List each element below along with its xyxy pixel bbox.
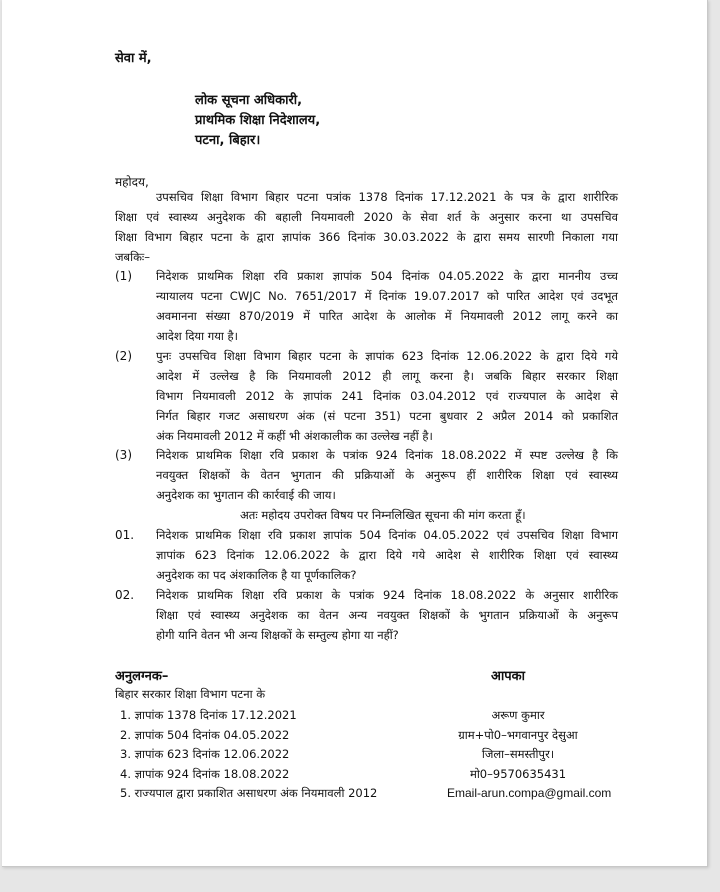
point-1-line-2: न्यायालय पटना CWJC No. 7651/2017 में दिनांक 19.07.2017 को पारित आदेश एवं उदभूत: [156, 289, 618, 303]
point-3-number: (3): [115, 448, 132, 462]
point-1-line-4: आदेश दिया गया है।: [156, 329, 238, 343]
point-1-line-3: अवमानना संख्या 870/2019 में पारित आदेश के आलोक में नियमावली 2012 लागू करने का: [156, 309, 618, 323]
signature-closing: आपका: [490, 669, 526, 684]
addressee-line-1: लोक सूचना अधिकारी,: [195, 93, 303, 108]
request-line: अतः महोदय उपरोक्त विषय पर निम्नलिखित सूचना की मांग करता हूँ।: [240, 508, 526, 522]
intro-line-4: जबकिः–: [115, 250, 150, 264]
signature-email: Email-arun.compa@gmail.com: [447, 786, 612, 800]
point-2-line-5: अंक नियमावली 2012 में कहीं भी अंशकालीक का उल्लेख नहीं है।: [156, 429, 433, 443]
query-2-line-2: शिक्षा एवं स्वास्थ्य अनुदेशक का वेतन अन्य नवयुक्त शिक्षकों के भुगतान प्रक्रियाओं के अनुरूप: [156, 608, 618, 622]
enclosure-item: 3. ज्ञापांक 623 दिनांक 12.06.2022: [120, 747, 290, 761]
intro-line-1: उपसचिव शिक्षा विभाग बिहार पटना पत्रांक 1378 दिनांक 17.12.2021 के पत्र के द्वारा शारीरिक: [156, 190, 618, 204]
point-2-line-4: निर्गत बिहार गजट असाधरण अंक (सं पटना 351) पटना बुधवार 2 अप्रैल 2014 को प्रकाशित: [156, 409, 618, 423]
point-2-number: (2): [115, 349, 132, 363]
enclosure-subheading: बिहार सरकार शिक्षा विभाग पटना के: [115, 687, 266, 701]
query-2-line-3: होगी यानि वेतन भी अन्य शिक्षकों के सम्तुल्य होगा या नहीं?: [156, 628, 399, 642]
signature-district: जिला–समस्तीपुर।: [481, 747, 555, 761]
enclosure-item: 1. ज्ञापांक 1378 दिनांक 17.12.2021: [120, 708, 297, 722]
query-1-line-3: अनुदेशक का पद अंशकालिक है या पूर्णकालिक?: [156, 568, 357, 582]
addressee-line-3: पटना, बिहार।: [195, 133, 261, 148]
intro-line-2: शिक्षा एवं स्वास्थ्य अनुदेशक की बहाली नियमावली 2020 के सेवा शर्त के अनुसार करना था उपसचिव: [115, 210, 618, 224]
point-2-line-2: आदेश में उल्लेख है कि नियमावली 2012 ही लागू करना है। जबकि बिहार सरकार शिक्षा: [156, 369, 618, 383]
addressee-line-2: प्राथमिक शिक्षा निदेशालय,: [195, 113, 321, 128]
point-1-number: (1): [115, 269, 132, 283]
query-2-line-1: निदेशक प्राथमिक शिक्षा रवि प्रकाश के पत्रांक 924 दिनांक 18.08.2022 के अनुसार शारीरिक: [156, 588, 618, 602]
intro-line-3: शिक्षा विभाग बिहार पटना के द्वारा ज्ञापांक 366 दिनांक 30.03.2022 के द्वारा समय सारणी निकाला गया: [115, 230, 618, 244]
point-3-line-2: नवयुक्त शिक्षकों के वेतन भुगतान की प्रक्रियाओं के अनुरूप हीं शारीरिक शिक्षा एवं स्वास्थ्य: [156, 468, 618, 482]
point-3-line-3: अनुदेशक का भुगतान की कार्रवाई की जाय।: [156, 488, 336, 502]
greeting: महोदय,: [115, 175, 149, 189]
point-2-line-1: पुनः उपसचिव शिक्षा विभाग बिहार पटना के ज्ञापांक 623 दिनांक 12.06.2022 के द्वारा दिये गये: [156, 349, 618, 363]
query-2-number: 02.: [115, 588, 135, 602]
point-1-line-1: निदेशक प्राथमिक शिक्षा रवि प्रकाश ज्ञापांक 504 दिनांक 04.05.2022 के द्वारा माननीय उच्च: [156, 269, 618, 283]
point-3-line-1: निदेशक प्राथमिक शिक्षा रवि प्रकाश के पत्रांक 924 दिनांक 18.08.2022 में स्पष्ट उल्लेख है कि: [156, 448, 618, 462]
enclosure-item: 5. राज्यपाल द्वारा प्रकाशित असाधरण अंक नियमावली 2012: [120, 786, 378, 800]
letter-page: [2, 0, 708, 867]
enclosure-heading: अनुलग्नक–: [115, 669, 169, 684]
signature-village: ग्राम+पो0–भगवानपुर देसुआ: [458, 728, 578, 742]
point-2-line-3: विभाग नियमावली 2012 के ज्ञापांक 241 दिनांक 03.04.2012 एवं राज्यपाल के आदेश से: [156, 389, 618, 403]
query-1-number: 01.: [115, 528, 135, 542]
enclosure-item: 4. ज्ञापांक 924 दिनांक 18.08.2022: [120, 767, 290, 781]
signature-mobile: मो0–9570635431: [469, 767, 567, 781]
signature-name: अरूण कुमार: [491, 708, 545, 722]
salutation-to: सेवा में,: [115, 51, 152, 66]
query-1-line-1: निदेशक प्राथमिक शिक्षा रवि प्रकाश ज्ञापांक 504 दिनांक 04.05.2022 एवं उपसचिव शिक्षा विभाग: [156, 528, 618, 542]
query-1-line-2: ज्ञापांक 623 दिनांक 12.06.2022 के द्वारा दिये गये आदेश से शारीरिक शिक्षा एवं स्वास्थ्य: [156, 548, 618, 562]
enclosure-item: 2. ज्ञापांक 504 दिनांक 04.05.2022: [120, 728, 290, 742]
